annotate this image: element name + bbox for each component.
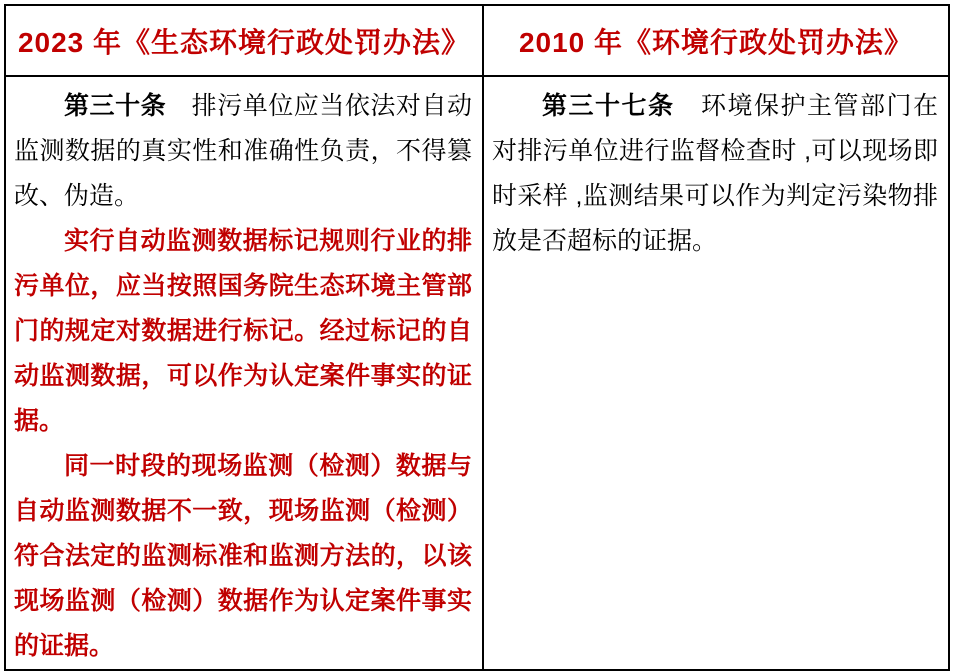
article-30-text: 排污单位应当依法对自动监测数据的真实性和准确性负责，不得篡改、伪造。 xyxy=(14,92,472,210)
paragraph-data-marking-rule: 实行自动监测数据标记规则行业的排污单位，应当按照国务院生态环境主管部门的规定对数据进行标记。经过标记的自动监测数据，可以作为认定案件事实的证据。 xyxy=(14,227,472,435)
cell-2023-regulation xyxy=(5,76,483,670)
regulation-comparison-table xyxy=(4,4,950,671)
article-number-37: 第三十七条 xyxy=(542,92,675,120)
article-37-text: 环境保护主管部门在对排污单位进行监督检查时 ,可以现场即时采样 ,监测结果可以作为判定污染物排放是否超标的证据。 xyxy=(492,92,938,255)
paragraph-onsite-monitoring-rule: 同一时段的现场监测（检测）数据与自动监测数据不一致，现场监测（检测）符合法定的监测标准和监测方法的，以该现场监测（检测）数据作为认定案件事实的证据。 xyxy=(14,452,472,660)
article-number-30: 第三十条 xyxy=(64,92,167,120)
table-body xyxy=(5,76,949,670)
table-row xyxy=(5,76,949,670)
paragraph-article-30 xyxy=(14,84,472,219)
cell-2010-regulation xyxy=(483,76,949,670)
column-header-2010: 2010 年《环境行政处罚办法》 xyxy=(483,5,949,76)
table-header-row xyxy=(5,5,949,76)
column-header-2023: 2023 年《生态环境行政处罚办法》 xyxy=(5,5,483,76)
paragraph-article-37 xyxy=(492,84,938,264)
